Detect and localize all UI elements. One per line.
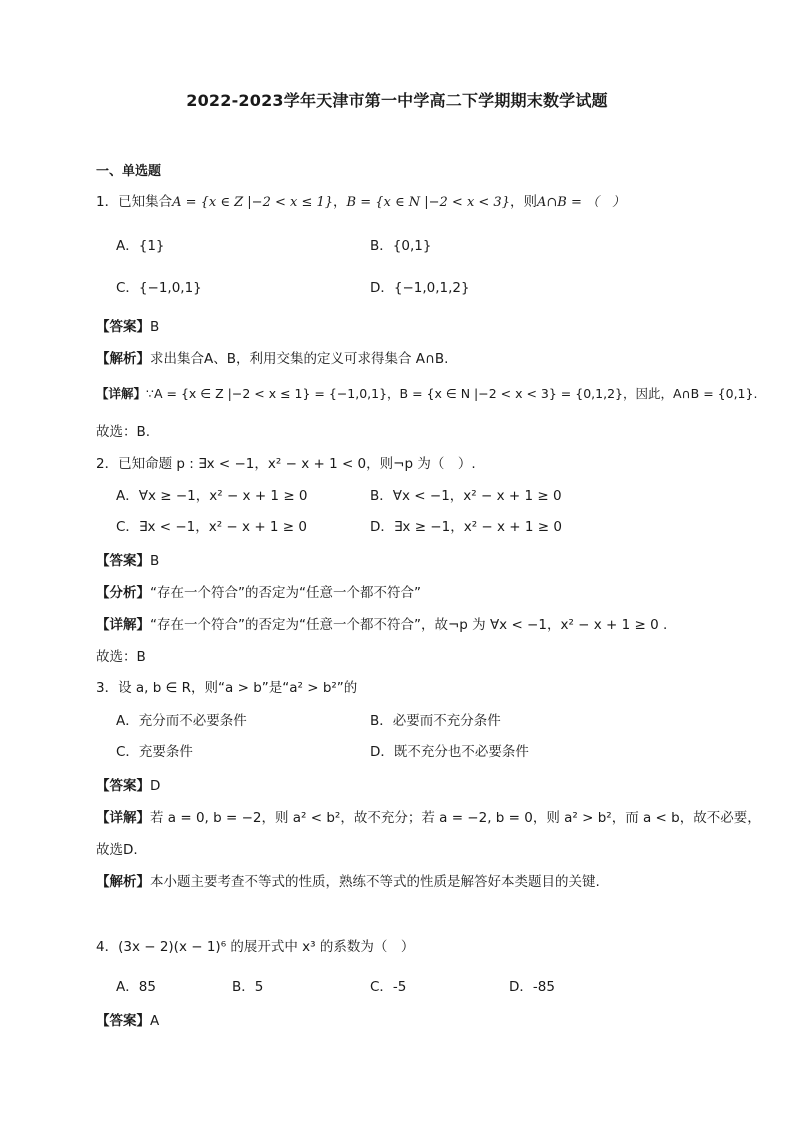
answer-tag: 【答案】 — [96, 553, 150, 569]
question-3-option-c: C．充要条件 — [116, 744, 193, 760]
analysis-text: “存在一个符合”的否定为“任意一个都不符合” — [150, 585, 421, 601]
page-title: 2022-2023学年天津市第一中学高二下学期期末数学试题 — [186, 91, 608, 110]
question-2-option-d: D．∃x ≥ −1，x² − x + 1 ≥ 0 — [370, 519, 562, 535]
question-1-sep-2: ，则 — [509, 194, 537, 210]
question-1-conclusion: 故选：B. — [96, 424, 151, 440]
question-4-stem: 4．(3x − 2)(x − 1)⁶ 的展开式中 x³ 的系数为（ ） — [96, 939, 415, 955]
question-2-answer — [96, 552, 159, 570]
question-1-option-a: A．{1} — [116, 238, 165, 254]
question-1-answer — [96, 318, 159, 336]
question-1-option-b: B．{0,1} — [370, 238, 432, 254]
question-1-option-d: D．{−1,0,1,2} — [370, 280, 470, 296]
question-2-stem: 2．已知命题 p : ∃x < −1，x² − x + 1 < 0，则¬p 为（ ）. — [96, 456, 476, 472]
question-4-option-c: C．-5 — [370, 979, 407, 995]
section-heading: 一、单选题 — [96, 164, 162, 179]
question-3-answer — [96, 777, 160, 795]
question-3-conclusion: 故选D. — [96, 842, 138, 858]
analysis-text: 求出集合A、B，利用交集的定义可求得集合 A∩B. — [150, 351, 449, 367]
analysis-tag: 【分析】 — [96, 585, 150, 601]
answer-tag: 【答案】 — [96, 778, 150, 794]
answer-value: B — [150, 553, 160, 569]
answer-value: D — [150, 778, 161, 794]
question-3-option-a: A．充分而不必要条件 — [116, 713, 247, 729]
answer-value: A — [150, 1013, 160, 1029]
question-1-set-b: B = {x ∈ N |−2 < x < 3} — [346, 195, 510, 210]
question-4-answer — [96, 1012, 159, 1030]
question-3-detail — [96, 809, 761, 827]
question-1-set-a: A = {x ∈ Z |−2 < x ≤ 1} — [172, 195, 334, 210]
analysis-tag: 【解析】 — [96, 351, 150, 367]
detail-text: “存在一个符合”的否定为“任意一个都不符合”，故¬p 为 ∀x < −1，x² − x + 1 ≥ 0 . — [150, 617, 668, 633]
detail-tag: 【详解】 — [96, 386, 147, 401]
detail-tag: 【详解】 — [96, 617, 150, 633]
analysis-tag: 【解析】 — [96, 874, 150, 890]
question-2-option-c: C．∃x < −1，x² − x + 1 ≥ 0 — [116, 519, 307, 535]
question-3-stem: 3．设 a, b ∈ R，则“a > b”是“a² > b²”的 — [96, 680, 358, 696]
question-2-detail — [96, 616, 667, 634]
answer-tag: 【答案】 — [96, 319, 150, 335]
question-4-option-d: D．-85 — [509, 979, 555, 995]
question-1-option-c: C．{−1,0,1} — [116, 280, 202, 296]
question-1-ask: A∩B = （ ） — [536, 195, 625, 210]
question-3-analysis — [96, 873, 600, 891]
answer-tag: 【答案】 — [96, 1013, 150, 1029]
detail-text: 若 a = 0, b = −2，则 a² < b²，故不充分；若 a = −2, b = 0，则 a² > b²，而 a < b，故不必要， — [150, 810, 761, 826]
question-3-option-b: B．必要而不充分条件 — [370, 713, 501, 729]
question-2-option-a: A．∀x ≥ −1，x² − x + 1 ≥ 0 — [116, 488, 308, 504]
question-3-option-d: D．既不充分也不必要条件 — [370, 744, 529, 760]
question-1-stem-prefix: 1．已知集合 — [96, 194, 173, 210]
question-1-sep-1: ， — [333, 194, 347, 210]
question-1-analysis — [96, 350, 448, 368]
question-4-option-b: B．5 — [232, 979, 264, 995]
question-1-detail — [96, 385, 757, 403]
question-1-stem — [96, 193, 625, 212]
detail-tag: 【详解】 — [96, 810, 150, 826]
question-4-option-a: A．85 — [116, 979, 156, 995]
question-2-option-b: B．∀x < −1，x² − x + 1 ≥ 0 — [370, 488, 562, 504]
analysis-text: 本小题主要考查不等式的性质，熟练不等式的性质是解答好本类题目的关键. — [150, 874, 600, 890]
question-2-conclusion: 故选：B — [96, 649, 146, 665]
question-2-analysis — [96, 584, 421, 602]
detail-text: ∵A = {x ∈ Z |−2 < x ≤ 1} = {−1,0,1}，B = {x ∈ N |−2 < x < 3} = {0,1,2}，因此，A∩B = {0,1}. — [146, 386, 758, 401]
answer-value: B — [150, 319, 160, 335]
